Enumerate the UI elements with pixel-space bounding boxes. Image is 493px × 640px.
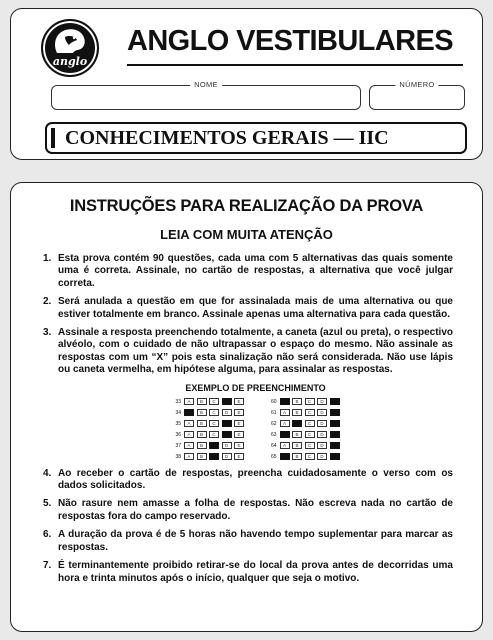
- answer-bubble: C: [209, 420, 219, 427]
- instruction-text: A duração da prova é de 5 horas não havendo tempo suplementar para marcar as respostas.: [58, 529, 453, 553]
- instruction-item: [43, 468, 453, 493]
- answer-bubble: A: [184, 453, 194, 460]
- instruction-item: [43, 296, 453, 321]
- answer-bubble: A: [184, 398, 194, 405]
- sheet-row-number: 37: [175, 442, 181, 449]
- answer-bubble: B: [197, 431, 207, 438]
- answer-bubble: A: [280, 409, 290, 416]
- instruction-text: É terminantemente proibido retirar-se do local da prova antes de decorridas uma hora e trinta minutos após o início, qualquer que seja o motivo.: [58, 560, 453, 584]
- anglo-logo: [41, 19, 99, 77]
- instruction-number: 1.: [43, 253, 52, 264]
- sheet-row-number: 33: [175, 398, 181, 405]
- answer-bubble: B: [197, 420, 207, 427]
- answer-bubble: A: [184, 442, 194, 449]
- instruction-text: Esta prova contém 90 questões, cada uma com 5 alternativas das quais somente uma é correta. Assinale, no cartão de respostas, a alternativa que você julgar correta.: [58, 253, 453, 289]
- instruction-number: 4.: [43, 467, 52, 479]
- sheet-row-number: 38: [175, 453, 181, 460]
- brand-underline: [127, 64, 463, 66]
- answer-bubble: D: [222, 409, 232, 416]
- answer-bubble: B: [197, 453, 207, 460]
- sheet-row: [265, 419, 343, 429]
- answer-bubble: E: [234, 431, 244, 438]
- answer-bubble: B: [197, 398, 207, 405]
- answer-bubble: C: [209, 409, 219, 416]
- instruction-number: 5.: [43, 498, 52, 510]
- instruction-item: [43, 498, 453, 523]
- instructions-title: INSTRUÇÕES PARA REALIZAÇÃO DA PROVA: [69, 197, 424, 215]
- answer-bubble: A: [280, 398, 290, 405]
- sheet-row-number: 64: [270, 442, 277, 449]
- fill-example-title: EXEMPLO DE PREENCHIMENTO: [185, 382, 326, 393]
- answer-bubble: E: [234, 409, 244, 416]
- answer-bubble: D: [317, 409, 327, 416]
- answer-bubble: D: [317, 442, 327, 449]
- subject-title: CONHECIMENTOS GERAIS — IIC: [65, 127, 389, 149]
- answer-bubble: C: [305, 431, 315, 438]
- answer-bubble: D: [317, 431, 327, 438]
- answer-bubble: E: [234, 442, 244, 449]
- answer-bubble: E: [330, 431, 340, 438]
- instruction-number: 7.: [43, 560, 52, 572]
- sheet-row: [265, 397, 343, 407]
- answer-bubble: A: [184, 420, 194, 427]
- answer-bubble: A: [280, 431, 290, 438]
- answer-bubble: B: [197, 442, 207, 449]
- answer-bubble: E: [234, 398, 244, 405]
- answer-bubble: E: [330, 442, 340, 449]
- name-field[interactable]: [51, 80, 361, 110]
- sheet-row: [169, 430, 247, 440]
- answer-bubble: D: [317, 398, 327, 405]
- sheet-row-number: 62: [270, 420, 277, 427]
- instruction-item: [43, 253, 453, 290]
- lion-head-icon: [51, 27, 89, 55]
- brand-title: ANGLO VESTIBULARES: [127, 25, 453, 57]
- answer-bubble: B: [292, 398, 302, 405]
- instruction-text: Será anulada a questão em que for assinalada mais de uma alternativa ou que estiver totalmente em branco. Assinale apenas uma alternativa para cada questão.: [58, 296, 453, 320]
- answer-bubble: E: [234, 453, 244, 460]
- subject-box: [45, 122, 467, 154]
- answer-bubble: D: [317, 420, 327, 427]
- answer-bubble: A: [280, 442, 290, 449]
- sheet-column: [265, 397, 343, 462]
- instruction-text: Não rasure nem amasse a folha de respostas. Não escreva nada no cartão de respostas fora do campo reservado.: [58, 498, 453, 522]
- instruction-item: [43, 560, 453, 585]
- answer-bubble: C: [209, 453, 219, 460]
- answer-bubble: B: [292, 409, 302, 416]
- answer-bubble: B: [292, 420, 302, 427]
- header-card: [10, 8, 483, 160]
- sheet-row: [265, 452, 343, 462]
- sheet-row-number: 36: [175, 431, 181, 438]
- instruction-number: 2.: [43, 296, 52, 308]
- sheet-row: [265, 430, 343, 440]
- answer-bubble: E: [330, 453, 340, 460]
- answer-bubble: C: [305, 398, 315, 405]
- instruction-number: 3.: [43, 327, 52, 339]
- sheet-row: [169, 397, 247, 407]
- number-field[interactable]: [369, 80, 465, 110]
- answer-bubble: A: [184, 431, 194, 438]
- answer-bubble: C: [209, 398, 219, 405]
- sheet-row: [169, 452, 247, 462]
- answer-bubble: E: [330, 420, 340, 427]
- answer-bubble: B: [197, 409, 207, 416]
- answer-bubble: C: [305, 420, 315, 427]
- answer-bubble: A: [280, 420, 290, 427]
- sheet-row: [169, 408, 247, 418]
- logo-text: anglo: [52, 55, 88, 68]
- answer-bubble: C: [305, 453, 315, 460]
- sheet-row: [265, 408, 343, 418]
- answer-bubble: E: [234, 420, 244, 427]
- instructions-card: [10, 182, 483, 632]
- answer-bubble: D: [317, 453, 327, 460]
- answer-bubble: C: [209, 431, 219, 438]
- instruction-number: 6.: [43, 529, 52, 541]
- sheet-row-number: 35: [175, 420, 181, 427]
- sheet-column: [169, 397, 247, 462]
- instruction-text: Ao receber o cartão de respostas, preencha cuidadosamente o verso com os dados solicitados.: [58, 467, 453, 492]
- instructions-list: [43, 253, 453, 591]
- sheet-row-number: 34: [175, 409, 181, 416]
- answer-bubble: D: [222, 431, 232, 438]
- instructions-subtitle: LEIA COM MUITA ATENÇÃO: [160, 227, 333, 242]
- answer-bubble: A: [280, 453, 290, 460]
- sheet-row-number: 61: [270, 409, 277, 416]
- answer-bubble: A: [184, 409, 194, 416]
- answer-bubble: E: [330, 398, 340, 405]
- answer-bubble: E: [330, 409, 340, 416]
- answer-bubble: D: [222, 398, 232, 405]
- sheet-row: [169, 441, 247, 451]
- answer-bubble: C: [305, 409, 315, 416]
- sheet-row: [169, 419, 247, 429]
- name-field-label: NOME: [190, 80, 222, 89]
- sheet-row: [265, 441, 343, 451]
- answer-bubble: C: [305, 442, 315, 449]
- answer-bubble: D: [222, 442, 232, 449]
- answer-bubble: B: [292, 453, 302, 460]
- answer-bubble: B: [292, 442, 302, 449]
- answer-bubble: D: [222, 420, 232, 427]
- sheet-row-number: 65: [270, 453, 277, 460]
- fill-example: [43, 383, 453, 462]
- sheet-row-number: 63: [270, 431, 277, 438]
- instruction-text: Assinale a resposta preenchendo totalmente, a caneta (azul ou preta), o respectivo alvéolo, com o cuidado de não ultrapassar o espaço do mesmo. Não assinale as respostas com um “X” pois esta sinalização não será considerada. Não use lápis ou caneta vermelha, em hipótese alguma, para assinalar as respostas.: [58, 327, 453, 376]
- instruction-item: [43, 327, 453, 377]
- answer-sheet-sample: [58, 397, 453, 462]
- number-field-label: NÚMERO: [395, 80, 438, 89]
- sheet-row-number: 60: [270, 398, 277, 405]
- instruction-item: [43, 529, 453, 554]
- subject-accent-bar: [51, 128, 55, 148]
- answer-bubble: C: [209, 442, 219, 449]
- answer-bubble: B: [292, 431, 302, 438]
- answer-bubble: D: [222, 453, 232, 460]
